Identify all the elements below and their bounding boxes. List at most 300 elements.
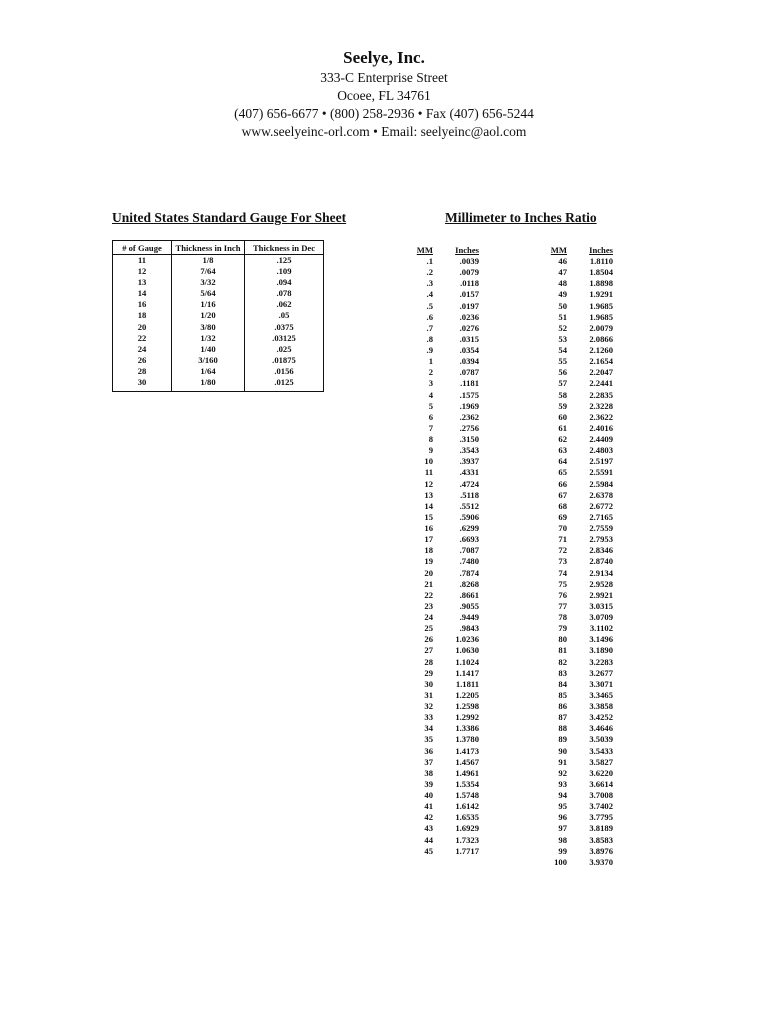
thickness-inch: 1/8 bbox=[172, 255, 245, 267]
table-row bbox=[113, 322, 324, 333]
table-row bbox=[393, 301, 479, 312]
mm-value: 18 bbox=[424, 545, 433, 556]
thickness-dec: .062 bbox=[245, 299, 324, 310]
inches-value: 3.6220 bbox=[589, 767, 613, 778]
mm-value: 55 bbox=[558, 356, 567, 367]
table-row bbox=[527, 857, 613, 868]
mm-value: 44 bbox=[424, 834, 433, 845]
mm-value: 57 bbox=[558, 378, 567, 389]
table-row bbox=[393, 623, 479, 634]
table-row bbox=[113, 333, 324, 344]
letterhead bbox=[0, 47, 768, 141]
table-row bbox=[527, 256, 613, 267]
inches-value: 2.4016 bbox=[589, 422, 613, 433]
table-row bbox=[527, 801, 613, 812]
inches-value: 1.3780 bbox=[455, 734, 479, 745]
thickness-dec: .094 bbox=[245, 277, 324, 288]
inches-value: 3.2677 bbox=[589, 667, 613, 678]
mm-value: 32 bbox=[424, 701, 433, 711]
mm-value: 48 bbox=[558, 278, 567, 289]
table-row bbox=[393, 312, 479, 323]
table-row bbox=[393, 278, 479, 289]
table-row bbox=[527, 612, 613, 623]
mm-value: 43 bbox=[424, 823, 433, 834]
table-row bbox=[527, 356, 613, 367]
mm-value: .4 bbox=[426, 289, 433, 300]
table-row bbox=[527, 501, 613, 512]
mm-value: 99 bbox=[558, 845, 567, 856]
table-row bbox=[527, 512, 613, 523]
inches-value: 2.5984 bbox=[589, 478, 613, 489]
table-row bbox=[527, 690, 613, 701]
gauge-number: 12 bbox=[113, 266, 172, 277]
mm-value: 22 bbox=[424, 589, 433, 600]
inches-value: .1181 bbox=[460, 378, 479, 389]
table-row bbox=[527, 723, 613, 734]
inches-value: .5906 bbox=[459, 511, 479, 522]
mm-value: 26 bbox=[424, 634, 433, 645]
mm-value: 36 bbox=[424, 745, 433, 756]
mm-value: 7 bbox=[428, 422, 433, 433]
inches-value: 3.8583 bbox=[589, 834, 613, 845]
thickness-inch: 1/16 bbox=[172, 299, 245, 310]
table-row bbox=[393, 634, 479, 645]
mm-value: 67 bbox=[558, 489, 567, 500]
mm-value: 56 bbox=[558, 367, 567, 378]
table-row bbox=[393, 390, 479, 401]
mm-value: .1 bbox=[426, 256, 433, 266]
inches-value: 2.7165 bbox=[589, 511, 613, 522]
mm-value: .2 bbox=[426, 267, 433, 278]
table-row bbox=[393, 701, 479, 712]
mm-value: .7 bbox=[426, 322, 433, 333]
inches-value: .0354 bbox=[459, 345, 479, 355]
table-row bbox=[527, 823, 613, 834]
mm-value: 29 bbox=[424, 667, 433, 678]
thickness-inch: 1/80 bbox=[172, 377, 245, 392]
mm-value: 12 bbox=[424, 478, 433, 489]
mm-value: 87 bbox=[558, 712, 567, 723]
mm-value: 10 bbox=[424, 456, 433, 467]
table-row bbox=[113, 377, 324, 392]
inches-value: 2.9528 bbox=[589, 578, 613, 589]
street-address: 333-C Enterprise Street bbox=[320, 70, 448, 85]
mm-value: 51 bbox=[558, 311, 567, 322]
table-row bbox=[393, 423, 479, 434]
table-row bbox=[393, 334, 479, 345]
table-row bbox=[527, 367, 613, 378]
inches-value: .8661 bbox=[459, 589, 479, 600]
mm-value: 27 bbox=[424, 645, 433, 656]
inches-value: 1.7323 bbox=[455, 834, 479, 845]
gauge-number: 14 bbox=[113, 288, 172, 299]
table-row bbox=[393, 723, 479, 734]
table-row bbox=[527, 623, 613, 634]
mm-value: 30 bbox=[424, 678, 433, 689]
table-row bbox=[393, 323, 479, 334]
inches-value: 3.7008 bbox=[589, 790, 613, 800]
inches-value: .5118 bbox=[460, 489, 479, 500]
inches-value: 1.8110 bbox=[589, 256, 613, 266]
table-row bbox=[393, 801, 479, 812]
table-row bbox=[393, 734, 479, 745]
inches-value: .8268 bbox=[459, 578, 479, 589]
inches-value: 2.0079 bbox=[589, 322, 613, 333]
inches-value: 2.6772 bbox=[589, 500, 613, 511]
table-row bbox=[527, 668, 613, 679]
inches-value: 1.6929 bbox=[455, 823, 479, 834]
table-row bbox=[527, 289, 613, 300]
mm-value: 41 bbox=[424, 801, 433, 812]
table-row bbox=[527, 679, 613, 690]
inches-value: 3.1890 bbox=[589, 645, 613, 656]
table-row bbox=[527, 701, 613, 712]
gauge-table bbox=[112, 240, 324, 392]
inches-value: .4724 bbox=[459, 478, 479, 489]
table-row bbox=[527, 590, 613, 601]
inches-value: 3.9370 bbox=[589, 856, 613, 867]
mm-value: 53 bbox=[558, 333, 567, 344]
gauge-number: 22 bbox=[113, 333, 172, 344]
mm-value: 17 bbox=[424, 534, 433, 545]
table-row bbox=[393, 267, 479, 278]
table-row bbox=[393, 256, 479, 267]
mm-value: 59 bbox=[558, 400, 567, 411]
mm-value: 13 bbox=[424, 489, 433, 500]
mm-value: 73 bbox=[558, 556, 567, 567]
table-row bbox=[113, 299, 324, 310]
inches-value: 1.5354 bbox=[455, 778, 479, 789]
table-row bbox=[393, 556, 479, 567]
table-row bbox=[393, 345, 479, 356]
table-row bbox=[393, 835, 479, 846]
mm-value: 70 bbox=[558, 523, 567, 533]
gauge-number: 16 bbox=[113, 299, 172, 310]
thickness-dec: .0156 bbox=[245, 366, 324, 377]
table-row bbox=[527, 445, 613, 456]
inches-value: .3150 bbox=[459, 434, 479, 444]
table-row bbox=[393, 289, 479, 300]
thickness-inch: 7/64 bbox=[172, 266, 245, 277]
mm-value: 62 bbox=[558, 434, 567, 444]
inches-value: 3.0315 bbox=[589, 600, 613, 611]
table-row bbox=[393, 645, 479, 656]
inches-value: 3.1102 bbox=[589, 623, 613, 634]
mm-value: 49 bbox=[558, 289, 567, 300]
inches-value: 3.1496 bbox=[589, 634, 613, 645]
table-row bbox=[393, 568, 479, 579]
table-row bbox=[393, 579, 479, 590]
inches-value: 2.8346 bbox=[589, 545, 613, 556]
mm-value: 58 bbox=[558, 389, 567, 400]
mm-value: 21 bbox=[424, 578, 433, 589]
mm-value: 94 bbox=[558, 790, 567, 800]
table-row bbox=[527, 523, 613, 534]
table-row bbox=[527, 734, 613, 745]
inches-value: 1.1024 bbox=[455, 656, 479, 667]
inches-value: 1.9291 bbox=[589, 289, 613, 300]
mm-header-mm: MM bbox=[416, 245, 433, 255]
mm-value: 34 bbox=[424, 723, 433, 734]
mm-value: 98 bbox=[558, 834, 567, 845]
mm-header-row bbox=[393, 245, 479, 256]
table-row bbox=[527, 657, 613, 668]
inches-value: 1.8898 bbox=[589, 278, 613, 289]
gauge-number: 28 bbox=[113, 366, 172, 377]
table-row bbox=[393, 401, 479, 412]
mm-value: 40 bbox=[424, 790, 433, 800]
mm-value: .9 bbox=[426, 345, 433, 355]
inches-value: 2.3622 bbox=[589, 411, 613, 422]
inches-value: .3543 bbox=[459, 445, 479, 456]
table-row bbox=[527, 634, 613, 645]
table-row bbox=[393, 590, 479, 601]
mm-value: 4 bbox=[428, 389, 433, 400]
gauge-header-inch: Thickness in Inch bbox=[172, 241, 245, 255]
thickness-dec: .025 bbox=[245, 344, 324, 355]
mm-value: 14 bbox=[424, 500, 433, 511]
mm-value: .5 bbox=[426, 300, 433, 311]
inches-value: 3.3071 bbox=[589, 678, 613, 689]
company-name: Seelye, Inc. bbox=[343, 48, 425, 67]
inches-value: 2.7559 bbox=[589, 523, 613, 533]
table-row bbox=[527, 479, 613, 490]
table-row bbox=[113, 277, 324, 288]
table-row bbox=[527, 401, 613, 412]
table-row bbox=[393, 490, 479, 501]
mm-value: 6 bbox=[428, 411, 433, 422]
mm-value: 1 bbox=[428, 356, 433, 367]
inches-value: 2.2441 bbox=[589, 378, 613, 389]
table-row bbox=[393, 467, 479, 478]
table-row bbox=[527, 835, 613, 846]
gauge-number: 30 bbox=[113, 377, 172, 392]
table-row bbox=[527, 345, 613, 356]
table-row bbox=[393, 779, 479, 790]
mm-value: 79 bbox=[558, 623, 567, 634]
mm-column-right bbox=[527, 245, 613, 868]
mm-value: 45 bbox=[424, 845, 433, 856]
table-row bbox=[527, 601, 613, 612]
inches-value: .7874 bbox=[459, 567, 479, 578]
inches-value: 2.5197 bbox=[589, 456, 613, 467]
city-state-zip: Ocoee, FL 34761 bbox=[337, 88, 431, 103]
mm-value: 60 bbox=[558, 411, 567, 422]
table-row bbox=[393, 846, 479, 857]
table-row bbox=[113, 310, 324, 321]
table-row bbox=[527, 579, 613, 590]
table-row bbox=[527, 301, 613, 312]
table-row bbox=[393, 668, 479, 679]
inches-value: 1.9685 bbox=[589, 311, 613, 322]
inches-value: 3.5039 bbox=[589, 734, 613, 745]
mm-value: 91 bbox=[558, 756, 567, 767]
table-row bbox=[393, 512, 479, 523]
table-row bbox=[393, 712, 479, 723]
mm-value: 95 bbox=[558, 801, 567, 812]
mm-header-row bbox=[527, 245, 613, 256]
gauge-header-number: # of Gauge bbox=[113, 241, 172, 255]
table-row bbox=[393, 501, 479, 512]
thickness-inch: 3/160 bbox=[172, 355, 245, 366]
mm-value: 2 bbox=[428, 367, 433, 378]
thickness-dec: .03125 bbox=[245, 333, 324, 344]
inches-value: .9843 bbox=[459, 623, 479, 634]
table-row bbox=[527, 568, 613, 579]
mm-value: 85 bbox=[558, 689, 567, 700]
inches-value: .0394 bbox=[459, 356, 479, 367]
inches-value: 2.4803 bbox=[589, 445, 613, 456]
table-row bbox=[527, 846, 613, 857]
table-row bbox=[527, 456, 613, 467]
table-row bbox=[113, 288, 324, 299]
mm-value: .3 bbox=[426, 278, 433, 289]
inches-value: .0236 bbox=[459, 311, 479, 322]
mm-value: 65 bbox=[558, 467, 567, 478]
inches-value: .0197 bbox=[459, 300, 479, 311]
table-row bbox=[527, 768, 613, 779]
table-row bbox=[393, 456, 479, 467]
mm-value: 42 bbox=[424, 812, 433, 823]
table-row bbox=[393, 601, 479, 612]
inches-value: 1.9685 bbox=[589, 300, 613, 311]
inches-value: .0276 bbox=[459, 322, 479, 333]
inches-value: .4331 bbox=[459, 467, 479, 478]
inches-value: 1.0630 bbox=[455, 645, 479, 656]
mm-value: 74 bbox=[558, 567, 567, 578]
inches-value: 1.3386 bbox=[455, 723, 479, 734]
inches-value: .7480 bbox=[459, 556, 479, 567]
mm-value: 77 bbox=[558, 600, 567, 611]
inches-value: 1.2205 bbox=[455, 689, 479, 700]
table-row bbox=[393, 523, 479, 534]
mm-value: 23 bbox=[424, 600, 433, 611]
inches-value: .1969 bbox=[459, 400, 479, 411]
mm-value: 38 bbox=[424, 767, 433, 778]
gauge-number: 18 bbox=[113, 310, 172, 321]
inches-value: 2.4409 bbox=[589, 434, 613, 444]
inches-value: 2.6378 bbox=[589, 489, 613, 500]
thickness-dec: .109 bbox=[245, 266, 324, 277]
gauge-number: 20 bbox=[113, 322, 172, 333]
mm-value: 54 bbox=[558, 345, 567, 355]
inches-value: 3.3858 bbox=[589, 701, 613, 711]
table-row bbox=[393, 434, 479, 445]
mm-value: 33 bbox=[424, 712, 433, 723]
table-row bbox=[393, 545, 479, 556]
inches-value: 2.1260 bbox=[589, 345, 613, 355]
inches-value: .0039 bbox=[459, 256, 479, 266]
inches-value: 3.4252 bbox=[589, 712, 613, 723]
inches-value: 1.2598 bbox=[455, 701, 479, 711]
mm-value: 63 bbox=[558, 445, 567, 456]
gauge-number: 13 bbox=[113, 277, 172, 288]
mm-value: 90 bbox=[558, 745, 567, 756]
table-row bbox=[527, 534, 613, 545]
inches-value: 3.8189 bbox=[589, 823, 613, 834]
mm-value: 81 bbox=[558, 645, 567, 656]
thickness-inch: 1/20 bbox=[172, 310, 245, 321]
inches-value: 3.5827 bbox=[589, 756, 613, 767]
inches-value: 3.0709 bbox=[589, 612, 613, 622]
thickness-inch: 1/40 bbox=[172, 344, 245, 355]
inches-value: 2.8740 bbox=[589, 556, 613, 567]
mm-value: 84 bbox=[558, 678, 567, 689]
mm-value: 64 bbox=[558, 456, 567, 467]
gauge-number: 26 bbox=[113, 355, 172, 366]
table-row bbox=[393, 445, 479, 456]
table-row bbox=[393, 657, 479, 668]
table-row bbox=[393, 367, 479, 378]
mm-value: 83 bbox=[558, 667, 567, 678]
inches-value: 3.8976 bbox=[589, 845, 613, 856]
table-row bbox=[393, 479, 479, 490]
inches-value: 2.7953 bbox=[589, 534, 613, 545]
inches-value: 1.0236 bbox=[455, 634, 479, 645]
inches-value: .0315 bbox=[459, 333, 479, 344]
mm-value: 86 bbox=[558, 701, 567, 711]
mm-value: 25 bbox=[424, 623, 433, 634]
table-row bbox=[527, 490, 613, 501]
inches-value: .6299 bbox=[459, 523, 479, 533]
mm-value: 82 bbox=[558, 656, 567, 667]
thickness-dec: .125 bbox=[245, 255, 324, 267]
inches-value: .0787 bbox=[459, 367, 479, 378]
mm-value: 88 bbox=[558, 723, 567, 734]
mm-value: 66 bbox=[558, 478, 567, 489]
thickness-dec: .01875 bbox=[245, 355, 324, 366]
inches-value: .9055 bbox=[459, 600, 479, 611]
table-row bbox=[527, 423, 613, 434]
table-row bbox=[393, 356, 479, 367]
table-row bbox=[527, 412, 613, 423]
mm-value: 47 bbox=[558, 267, 567, 278]
inches-value: 1.2992 bbox=[455, 712, 479, 723]
inches-value: 2.9921 bbox=[589, 589, 613, 600]
inches-value: .0118 bbox=[460, 278, 479, 289]
gauge-table-title: United States Standard Gauge For Sheet bbox=[112, 210, 347, 225]
inches-value: .0079 bbox=[459, 267, 479, 278]
mm-value: 68 bbox=[558, 500, 567, 511]
inches-value: 1.7717 bbox=[455, 845, 479, 856]
table-row bbox=[527, 790, 613, 801]
inches-value: 1.8504 bbox=[589, 267, 613, 278]
mm-value: 75 bbox=[558, 578, 567, 589]
mm-value: 61 bbox=[558, 422, 567, 433]
mm-value: 50 bbox=[558, 300, 567, 311]
mm-value: 9 bbox=[428, 445, 433, 456]
inches-value: .9449 bbox=[459, 612, 479, 622]
phone-numbers: (407) 656-6677 • (800) 258-2936 • Fax (407) 656-5244 bbox=[234, 106, 534, 121]
mm-header-mm: MM bbox=[550, 245, 567, 255]
table-row bbox=[527, 378, 613, 389]
mm-value: 80 bbox=[558, 634, 567, 645]
mm-value: 16 bbox=[424, 523, 433, 533]
inches-value: 3.2283 bbox=[589, 656, 613, 667]
mm-value: 52 bbox=[558, 322, 567, 333]
mm-value: 31 bbox=[424, 689, 433, 700]
inches-value: 1.6142 bbox=[455, 801, 479, 812]
mm-header-inches: Inches bbox=[455, 245, 479, 255]
inches-value: 1.1417 bbox=[455, 667, 479, 678]
gauge-header-row bbox=[113, 241, 324, 255]
thickness-dec: .078 bbox=[245, 288, 324, 299]
table-row bbox=[393, 746, 479, 757]
inches-value: 1.1811 bbox=[455, 678, 479, 689]
table-row bbox=[527, 712, 613, 723]
thickness-dec: .0375 bbox=[245, 322, 324, 333]
gauge-number: 24 bbox=[113, 344, 172, 355]
